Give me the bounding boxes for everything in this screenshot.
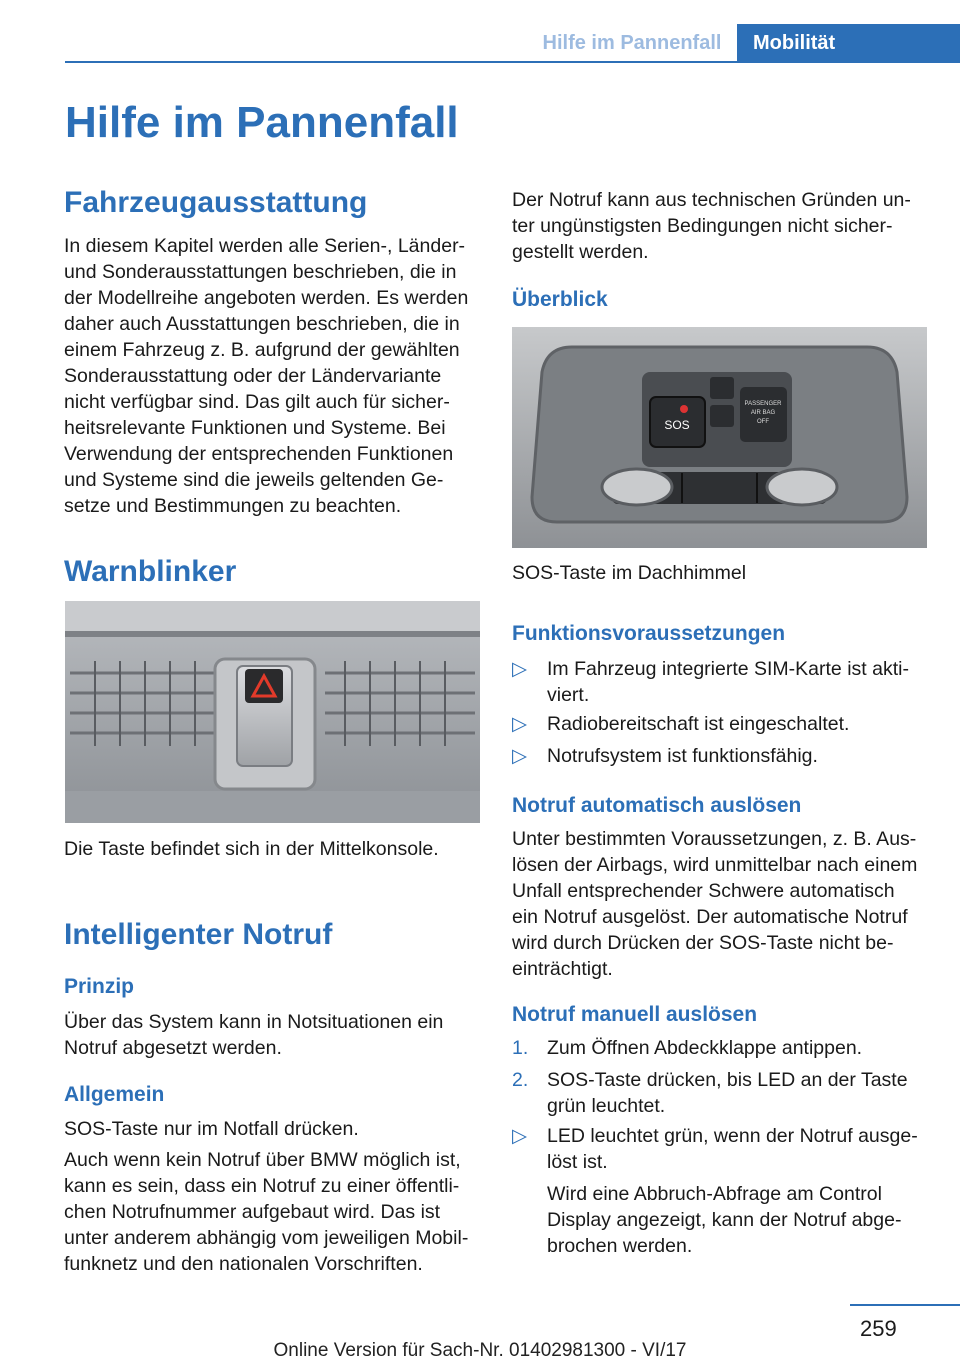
triangle-bullet-icon: ▷	[512, 658, 527, 680]
text-line: kann es sein, dass ein Notruf zu einer öffentli-	[64, 1175, 460, 1197]
header-chapter-tab: Mobilität	[737, 24, 960, 62]
heading-fahrzeugausstattung: Fahrzeugausstattung	[64, 186, 368, 219]
page-number: 259	[860, 1316, 897, 1341]
list-item-text: SOS-Taste drücken, bis LED an der Taste grün leuchtet.	[547, 1069, 908, 1117]
heading-notruf-manuell: Notruf manuell auslösen	[512, 1003, 758, 1026]
text-line: Über das System kann in Notsituationen ein	[64, 1011, 444, 1033]
sos-label: SOS	[664, 418, 690, 432]
text-line: Notruf abgesetzt werden.	[64, 1037, 282, 1059]
text-line: Auch wenn kein Notruf über BMW möglich ist,	[64, 1149, 461, 1171]
text-line: und Systeme sind die jeweils geltenden Ge-	[64, 469, 444, 491]
list-item-text: Im Fahrzeug integrierte SIM-Karte ist akti- viert.	[547, 658, 909, 706]
sos-caption: SOS-Taste im Dachhimmel	[512, 562, 747, 584]
text-line: Unfall entsprechender Schwere automatisch	[512, 880, 895, 902]
step-number: 1.	[512, 1037, 529, 1059]
text-line: einem Fahrzeug z. B. aufgrund der gewählten	[64, 339, 460, 361]
text-line: einträchtigt.	[512, 958, 613, 980]
passenger-label: PASSENGER	[744, 401, 782, 407]
warnblinker-caption: Die Taste befindet sich in der Mittelkonsole.	[64, 838, 439, 860]
sos-overhead-image	[512, 327, 927, 548]
text-line: und Sonderausstattungen beschrieben, die in	[64, 261, 457, 283]
list-item-text: Radiobereitschaft ist eingeschaltet.	[547, 713, 850, 735]
text-line: ein Notruf ausgelöst. Der automatische Notruf	[512, 906, 908, 928]
text-line: Sonderausstattung oder der Ländervariante	[64, 365, 442, 387]
text-line: Der Notruf kann aus technischen Gründen un-	[512, 189, 911, 211]
header-rule	[65, 61, 960, 63]
text-line: In diesem Kapitel werden alle Serien-, Länder-	[64, 235, 466, 257]
text-line: Unter bestimmten Voraussetzungen, z. B. Aus-	[512, 828, 917, 850]
page-title: Hilfe im Pannenfall	[65, 98, 459, 147]
text-line: der Modellreihe angeboten werden. Es werden	[64, 287, 469, 309]
off-label: OFF	[757, 419, 769, 425]
text-line: gestellt werden.	[512, 241, 649, 263]
text-line: funknetz und den nationalen Vorschriften.	[64, 1253, 423, 1275]
heading-ueberblick: Überblick	[512, 288, 608, 311]
hazard-console-illustration	[65, 601, 480, 823]
text-line: SOS-Taste nur im Notfall drücken.	[64, 1118, 359, 1140]
footer-rule	[850, 1304, 960, 1306]
list-item-text: Notrufsystem ist funktionsfähig.	[547, 745, 818, 767]
text-line: setze und Bestimmungen zu beachten.	[64, 495, 402, 517]
triangle-bullet-icon: ▷	[512, 1125, 527, 1147]
text-line: ter ungünstigsten Bedingungen nicht sicher-	[512, 215, 893, 237]
heading-prinzip: Prinzip	[64, 975, 135, 998]
step-number: 2.	[512, 1069, 529, 1091]
text-line: nicht verfügbar sind. Das gilt auch für sicher-	[64, 391, 450, 413]
note-text: Wird eine Abbruch-Abfrage am Control Display angezeigt, kann der Notruf abge- brochen werden.	[547, 1183, 902, 1257]
text-line: wird durch Drücken der SOS-Taste nicht be-	[512, 932, 894, 954]
text-line: unter anderem abhängig vom jeweiligen Mobil-	[64, 1227, 469, 1249]
airbag-label: AIR BAG	[750, 410, 776, 416]
text-line: Verwendung der entsprechenden Funktionen	[64, 443, 454, 465]
heading-allgemein: Allgemein	[64, 1083, 165, 1106]
heading-funktionsvoraussetzungen: Funktionsvoraussetzungen	[512, 622, 786, 645]
heading-warnblinker: Warnblinker	[64, 555, 237, 588]
header-section-tab: Hilfe im Pannenfall	[542, 31, 722, 54]
warnblinker-image	[65, 601, 480, 823]
text-line: chen Notrufnummer aufgebaut wird. Das ist	[64, 1201, 441, 1223]
list-item-text: Zum Öffnen Abdeckklappe antippen.	[547, 1037, 863, 1059]
heading-notruf-automatisch: Notruf automatisch auslösen	[512, 794, 802, 817]
triangle-bullet-icon: ▷	[512, 713, 527, 735]
sos-console-illustration	[512, 327, 927, 548]
heading-intelligenter-notruf: Intelligenter Notruf	[64, 918, 333, 951]
text-line: heitsrelevante Funktionen und Systeme. Bei	[64, 417, 446, 439]
footer-text: Online Version für Sach-Nr. 01402981300 - VI/17	[273, 1340, 687, 1361]
list-item-text: LED leuchtet grün, wenn der Notruf ausge- löst ist.	[547, 1125, 918, 1173]
text-line: lösen der Airbags, wird unmittelbar nach einem	[512, 854, 918, 876]
triangle-bullet-icon: ▷	[512, 745, 527, 767]
text-line: daher auch Ausstattungen beschrieben, die in	[64, 313, 460, 335]
